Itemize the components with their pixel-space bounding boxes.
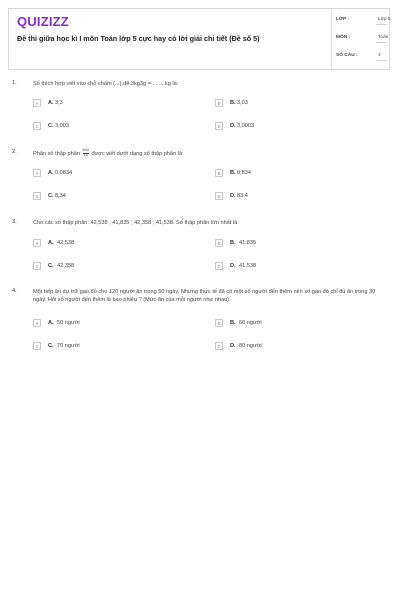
question-text: Một bếp ăn dự trữ gạo đủ cho 120 người ăn trong 50 ngày. Nhưng thực tế đã có một số người đến thêm nên số gạo đó chỉ đủ ăn trong 30 ngày. Hỏi số người đến thêm là bao nhiêu ? (Mức ăn của mỗi người như nhau) bbox=[33, 289, 376, 304]
option-text: 83,4 bbox=[237, 193, 248, 199]
option-text: 41,835 bbox=[239, 240, 257, 246]
option-key: D. bbox=[230, 263, 236, 269]
option-b[interactable] bbox=[215, 99, 365, 109]
option-text: 42,538 bbox=[57, 240, 75, 246]
option-text: 42,358 bbox=[57, 263, 75, 269]
quizizz-logo: QUIZIZZ bbox=[17, 14, 69, 29]
option-c[interactable] bbox=[33, 342, 183, 352]
fraction-numerator: 834 bbox=[82, 148, 89, 152]
option-letter-box: A bbox=[33, 239, 41, 247]
option-key: B. bbox=[230, 100, 236, 106]
option-key: D. bbox=[230, 193, 236, 199]
option-text: 60 người bbox=[239, 320, 262, 326]
option-c[interactable] bbox=[33, 192, 183, 202]
option-text: 41,538 bbox=[239, 263, 257, 269]
worksheet-header bbox=[8, 8, 390, 70]
question-number: 2. bbox=[12, 149, 17, 155]
question-text-after: được viết dưới dạng số thập phân là: bbox=[91, 150, 184, 157]
worksheet-meta bbox=[331, 9, 391, 69]
option-letter-box: C bbox=[33, 192, 41, 200]
option-b[interactable] bbox=[215, 319, 365, 329]
option-text: 0,834 bbox=[237, 170, 251, 176]
meta-divider bbox=[376, 42, 387, 43]
option-letter-box: D bbox=[215, 262, 223, 270]
option-text: 8,34 bbox=[55, 193, 66, 199]
question-number: 1. bbox=[12, 80, 17, 86]
option-d[interactable] bbox=[215, 192, 365, 202]
option-text: 0,0834 bbox=[55, 170, 73, 176]
option-a[interactable] bbox=[33, 239, 183, 249]
meta-class-label: LỚP : bbox=[336, 17, 350, 22]
worksheet-title: Đề thi giữa học kì I môn Toán lớp 5 cực hay có lời giải chi tiết (Đề số 5) bbox=[17, 34, 260, 43]
option-letter-box: B bbox=[215, 319, 223, 327]
option-letter-box: B bbox=[215, 99, 223, 107]
meta-subject bbox=[332, 31, 391, 45]
question-text bbox=[33, 149, 383, 158]
option-text: 3,3 bbox=[55, 100, 63, 106]
meta-class-value: Lớp 5 bbox=[378, 17, 391, 22]
question-text: Cho các số thập phân: 42,538 ; 41,835 ; 42,358 ; 41,538. Số thập phân lớn nhất là: bbox=[33, 220, 239, 226]
option-text: 80 người bbox=[239, 343, 262, 349]
question-number: 3. bbox=[12, 219, 17, 225]
option-key: A. bbox=[48, 100, 54, 106]
option-key: C. bbox=[48, 343, 54, 349]
option-a[interactable] bbox=[33, 169, 183, 179]
meta-class bbox=[332, 13, 391, 27]
option-letter-box: A bbox=[33, 99, 41, 107]
option-letter-box: A bbox=[33, 319, 41, 327]
option-key: C. bbox=[48, 263, 54, 269]
option-c[interactable] bbox=[33, 122, 183, 132]
question-text: Số thích hợp viết vào chỗ chấm (...) để 3kg3g = ........kg là: bbox=[33, 81, 179, 87]
question-text-before: Phân số thập phân bbox=[33, 150, 80, 157]
option-text: 70 người bbox=[57, 343, 80, 349]
option-key: A. bbox=[48, 170, 54, 176]
fraction-denominator: 10 bbox=[83, 152, 88, 157]
question-fraction bbox=[83, 149, 89, 158]
question-number: 4. bbox=[12, 288, 17, 294]
option-letter-box: D bbox=[215, 192, 223, 200]
meta-question-count bbox=[332, 49, 391, 63]
option-letter-box: B bbox=[215, 239, 223, 247]
option-key: B. bbox=[230, 170, 236, 176]
option-letter-box: B bbox=[215, 169, 223, 177]
option-key: C. bbox=[48, 193, 54, 199]
option-key: B. bbox=[230, 320, 236, 326]
meta-divider bbox=[376, 24, 387, 25]
option-letter-box: D bbox=[215, 122, 223, 130]
option-letter-box: D bbox=[215, 342, 223, 350]
option-d[interactable] bbox=[215, 262, 365, 272]
option-a[interactable] bbox=[33, 319, 183, 329]
option-d[interactable] bbox=[215, 342, 365, 352]
option-text: 50 người bbox=[57, 320, 80, 326]
option-a[interactable] bbox=[33, 99, 183, 109]
option-c[interactable] bbox=[33, 262, 183, 272]
meta-count-label: SỐ CÂU : bbox=[336, 53, 358, 58]
option-letter-box: C bbox=[33, 262, 41, 270]
option-key: A. bbox=[48, 320, 54, 326]
option-key: C. bbox=[48, 123, 54, 129]
option-text: 3,03 bbox=[237, 100, 248, 106]
option-letter-box: C bbox=[33, 342, 41, 350]
option-text: 3,003 bbox=[55, 123, 69, 129]
option-key: D. bbox=[230, 123, 236, 129]
meta-divider bbox=[376, 60, 387, 61]
meta-subject-value: Toán bbox=[378, 35, 389, 40]
option-d[interactable] bbox=[215, 122, 365, 132]
option-letter-box: A bbox=[33, 169, 41, 177]
option-key: B. bbox=[230, 240, 236, 246]
option-key: A. bbox=[48, 240, 54, 246]
meta-subject-label: MÔN : bbox=[336, 35, 351, 40]
option-b[interactable] bbox=[215, 239, 365, 249]
option-b[interactable] bbox=[215, 169, 365, 179]
option-letter-box: C bbox=[33, 122, 41, 130]
meta-count-value: 4 bbox=[378, 53, 381, 58]
option-key: D. bbox=[230, 343, 236, 349]
option-text: 3,0003 bbox=[237, 123, 255, 129]
